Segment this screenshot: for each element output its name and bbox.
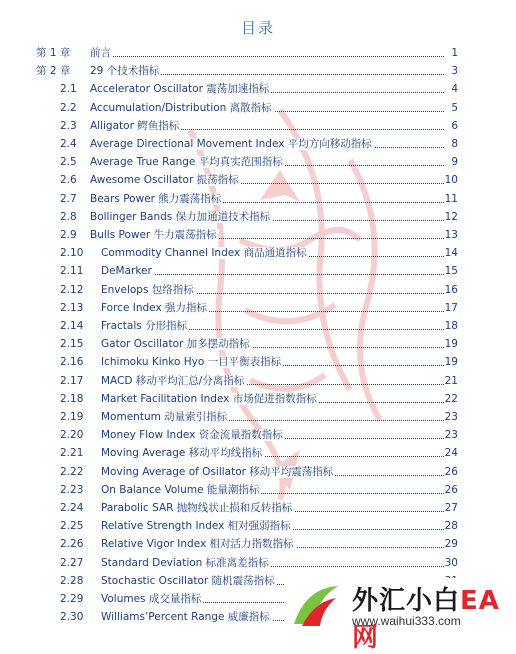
toc-entry-page: 13 <box>444 229 458 241</box>
logo-url: www.waihui333.com <box>352 614 461 628</box>
toc-entry-title: Ichimoku Kinko Hyo 一目平衡表指标 <box>101 356 282 369</box>
toc-entry-number: 第 2 章 <box>36 65 71 78</box>
toc-entry-page: 11 <box>444 192 458 205</box>
toc-entry-page: 3 <box>451 65 458 78</box>
toc-entry[interactable] <box>0 372 516 390</box>
toc-entry[interactable] <box>0 408 516 426</box>
toc-entry[interactable] <box>0 117 516 135</box>
toc-entry-page: 26 <box>444 465 458 478</box>
toc-entry-title: Williams’Percent Range 威廉指标 <box>101 611 270 624</box>
toc-entry[interactable] <box>0 463 516 481</box>
toc-entry-number: 2.29 <box>60 593 84 605</box>
toc-entry[interactable] <box>0 99 516 117</box>
toc-entry-page: 28 <box>444 520 458 533</box>
toc-entry-page: 6 <box>451 119 458 132</box>
toc-entry-title: Market Facilitation Index 市场促进指数指标 <box>101 392 317 405</box>
toc-entry-page: 4 <box>451 83 458 96</box>
toc-entry-number: 2.14 <box>60 320 84 332</box>
toc-entry-title: 29 个技术指标 <box>90 65 160 78</box>
toc-entry-title: Accelerator Oscillator 震荡加速指标 <box>90 83 270 96</box>
toc-entry-title: Accumulation/Distribution 离散指标 <box>90 101 272 114</box>
toc-entry[interactable] <box>0 208 516 226</box>
toc-entry-title: Average Directional Movement Index 平均方向移动指标 <box>90 138 372 150</box>
toc-entry[interactable] <box>0 281 516 299</box>
toc-entry[interactable] <box>0 244 516 262</box>
toc-entry-page: 10 <box>444 174 458 187</box>
toc-entry-page: 5 <box>451 101 458 114</box>
toc-entry-page: 21 <box>444 374 458 387</box>
toc-entry[interactable] <box>0 226 516 244</box>
toc-entry-title: Momentum 动量索引指标 <box>101 411 228 423</box>
toc-entry-number: 2.2 <box>60 101 77 114</box>
toc-entry-page: 30 <box>444 556 458 569</box>
toc-entry-number: 2.17 <box>60 374 84 387</box>
logo-brand-red: EA网 <box>352 586 500 653</box>
toc-entry[interactable] <box>0 517 516 535</box>
toc-entry-title: Average True Range 平均真实范围指标 <box>90 156 283 169</box>
toc-entry-page: 8 <box>451 138 458 150</box>
toc-entry-number: 2.3 <box>60 119 77 132</box>
toc-entry-page: 17 <box>444 301 458 314</box>
toc-entry[interactable] <box>0 335 516 353</box>
toc-entry[interactable] <box>0 317 516 335</box>
toc-entry-title: Awesome Oscillator 振荡指标 <box>90 174 239 187</box>
toc-entry-title: MACD 移动平均汇总/分离指标 <box>101 374 245 387</box>
toc-dot-leader <box>90 56 444 57</box>
toc-entry[interactable] <box>0 135 516 153</box>
toc-entry-title: On Balance Volume 能量潮指标 <box>101 483 260 496</box>
toc-entry-number: 2.11 <box>60 265 84 278</box>
toc-entry-title: Relative Vigor Index 相对活力指数指标 <box>101 538 294 551</box>
toc-entry[interactable] <box>0 80 516 98</box>
toc-entry-title: Alligator 鳄鱼指标 <box>90 119 180 132</box>
toc-entry-page: 1 <box>451 47 458 59</box>
toc-entry-title: Standard Deviation 标准离差指标 <box>101 556 269 569</box>
toc-entry[interactable] <box>0 353 516 371</box>
toc-entry-number: 2.9 <box>60 229 77 241</box>
toc-entry-page: 26 <box>444 483 458 496</box>
toc-entry[interactable] <box>0 153 516 171</box>
toc-entry-number: 2.13 <box>60 301 84 314</box>
toc-entry[interactable] <box>0 299 516 317</box>
toc-entry-number: 2.15 <box>60 338 84 351</box>
toc-entry-number: 2.6 <box>60 174 77 187</box>
toc-entry-number: 2.24 <box>60 502 84 514</box>
toc-entry-page: 29 <box>444 538 458 551</box>
toc-entry-title: Relative Strength Index 相对强弱指标 <box>101 520 291 533</box>
toc-entry-page: 15 <box>444 265 458 278</box>
toc-entry-page: 18 <box>444 320 458 332</box>
toc-entry-page: 16 <box>444 283 458 296</box>
toc-entry-page: 23 <box>444 411 458 423</box>
toc-entry[interactable] <box>0 481 516 499</box>
toc-entry[interactable] <box>0 390 516 408</box>
toc-entry-title: Force Index 强力指标 <box>101 301 207 314</box>
toc-entry-number: 2.22 <box>60 465 84 478</box>
toc-entry-number: 2.7 <box>60 192 77 205</box>
toc-entry-title: Bulls Power 牛力震荡指标 <box>90 229 217 241</box>
toc-entry[interactable] <box>0 44 516 62</box>
toc-entry-title: Stochastic Oscillator 随机震荡指标 <box>101 574 275 587</box>
toc-entry-page: 22 <box>444 392 458 405</box>
toc-entry-number: 2.23 <box>60 483 84 496</box>
toc-entry-number: 2.26 <box>60 538 84 551</box>
toc-entry[interactable] <box>0 171 516 189</box>
toc-entry-title: Money Flow Index 资金流量指数指标 <box>101 429 283 442</box>
toc-entry-title: Volumes 成交量指标 <box>101 593 202 605</box>
toc-entry-number: 第 1 章 <box>36 47 71 59</box>
toc-entry-number: 2.8 <box>60 210 77 223</box>
toc-entry-number: 2.12 <box>60 283 84 296</box>
toc-entry-page: 19 <box>444 356 458 369</box>
toc-entry-number: 2.25 <box>60 520 84 533</box>
toc-entry-number: 2.4 <box>60 138 77 150</box>
toc-entry-number: 2.28 <box>60 574 84 587</box>
toc-entry-number: 2.21 <box>60 447 84 460</box>
toc-entry-number: 2.5 <box>60 156 77 169</box>
toc-entry[interactable] <box>0 190 516 208</box>
toc-entry-title: Commodity Channel Index 商品通道指标 <box>101 247 307 260</box>
toc-entry-page: 12 <box>444 210 458 223</box>
logo-brand-black: 外汇小白 <box>352 586 461 616</box>
site-logo <box>284 578 516 653</box>
toc-entry-title: Moving Average 移动平均线指标 <box>101 447 263 460</box>
toc-entry-title: 前言 <box>90 47 111 59</box>
toc-entry-number: 2.30 <box>60 611 84 624</box>
toc-entry-number: 2.27 <box>60 556 84 569</box>
toc-title: 目录 <box>240 19 275 37</box>
toc-entry-page: 14 <box>444 247 458 260</box>
logo-swoosh-icon <box>288 580 344 632</box>
toc-entry[interactable] <box>0 535 516 553</box>
toc-entry-number: 2.1 <box>60 83 77 96</box>
toc-entry-title: DeMarker <box>101 265 152 278</box>
toc-entry-number: 2.19 <box>60 411 84 423</box>
toc-entry-title: Fractals 分形指标 <box>101 320 188 332</box>
toc-entry-page: 23 <box>444 429 458 442</box>
toc-entry-page: 9 <box>451 156 458 169</box>
toc-entry[interactable] <box>0 62 516 80</box>
toc-entry-title: Envelops 包络指标 <box>101 283 194 296</box>
toc-entry-title: Bears Power 熊力震荡指标 <box>90 192 222 205</box>
toc-entry-title: Parabolic SAR 抛物线状止损和反转指标 <box>101 502 293 514</box>
toc-entry-number: 2.18 <box>60 392 84 405</box>
toc-entry-number: 2.10 <box>60 247 84 260</box>
toc-entry[interactable] <box>0 554 516 572</box>
toc-entry[interactable] <box>0 444 516 462</box>
toc-entry-number: 2.20 <box>60 429 84 442</box>
toc-entry-page: 24 <box>444 447 458 460</box>
toc-entry-page: 27 <box>444 502 458 514</box>
toc-entry-title: Moving Average of Osillator 移动平均震荡指标 <box>101 465 334 478</box>
toc-entry-title: Bollinger Bands 保力加通道技术指标 <box>90 210 271 223</box>
toc-entry[interactable] <box>0 426 516 444</box>
toc-entry-title: Gator Oscillator 加多摆动指标 <box>101 338 250 351</box>
toc-entry[interactable] <box>0 262 516 280</box>
toc-entry[interactable] <box>0 499 516 517</box>
toc-entry-page: 19 <box>444 338 458 351</box>
toc-entry-number: 2.16 <box>60 356 84 369</box>
